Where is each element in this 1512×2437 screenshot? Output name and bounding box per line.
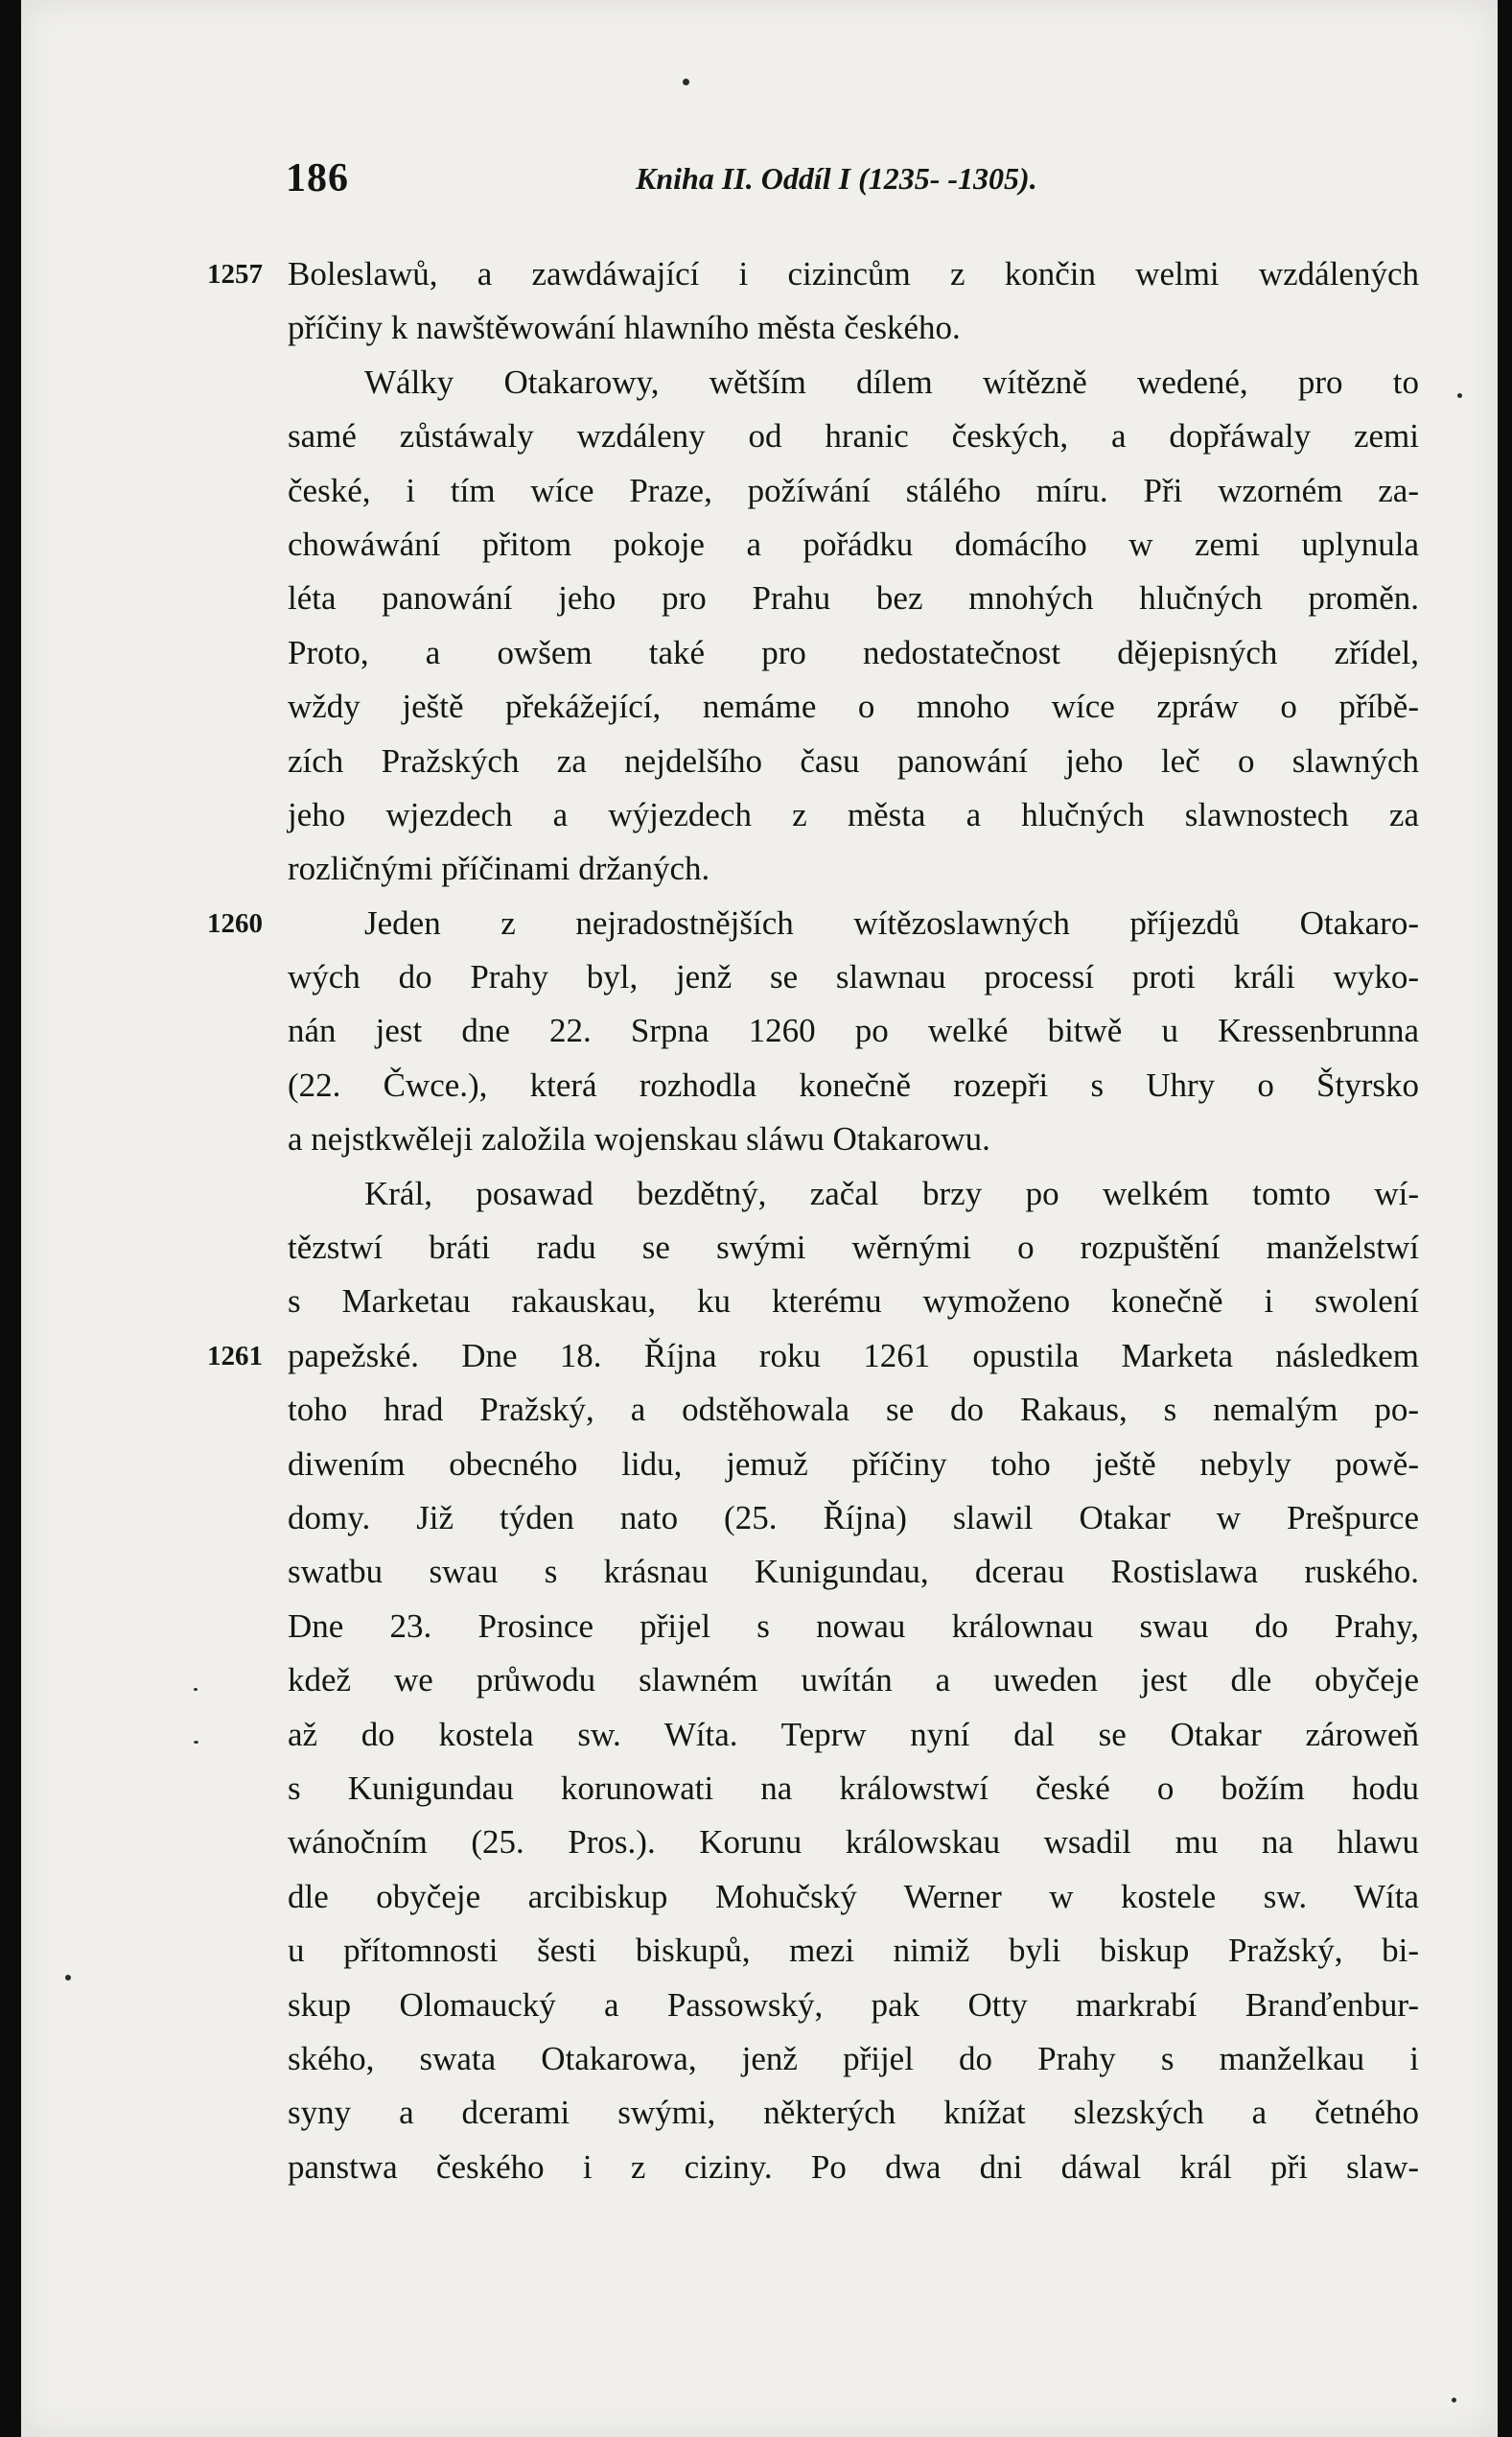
- scan-speck: [65, 1975, 71, 1980]
- line-text: rozličnými příčinami držaných.: [288, 850, 710, 888]
- text-line: [288, 2141, 1419, 2194]
- margin-year: 1260: [207, 907, 263, 939]
- text-line: [288, 1491, 1419, 1545]
- line-text: jeho wjezdech a wýjezdech z města a hlučných slawnostech za: [288, 795, 1419, 833]
- text-line: [288, 1275, 1419, 1328]
- line-text: léta panowání jeho pro Prahu bez mnohých hlučných proměn.: [288, 579, 1419, 618]
- text-line: [288, 572, 1419, 625]
- line-text: papežské. Dne 18. Října roku 1261 opustila Marketa následkem: [288, 1336, 1419, 1374]
- text-line: [288, 1004, 1419, 1058]
- line-text: nán jest dne 22. Srpna 1260 po welké bitwě u Kressenbrunna: [288, 1012, 1419, 1050]
- text-line: [288, 356, 1419, 410]
- text-line: [288, 950, 1419, 1004]
- text-line: [288, 301, 1419, 355]
- line-text: wždy ještě překážející, nemáme o mnoho wíce zpráw o příbě-: [288, 688, 1419, 726]
- text-line: [288, 410, 1419, 463]
- line-text: (22. Čwce.), která rozhodla konečně rozepři s Uhry o Štyrsko: [288, 1066, 1419, 1104]
- scan-speck: [194, 1688, 198, 1691]
- scan-speck: [194, 1741, 198, 1744]
- text-line: [288, 1059, 1419, 1113]
- text-line: [288, 1762, 1419, 1816]
- line-text: příčiny k nawštěwowání hlawního města českého.: [288, 309, 961, 347]
- line-text: syny a dcerami swými, některých knížat slezských a četného: [288, 2094, 1419, 2132]
- line-text: swatbu swau s krásnau Kunigundau, dcerau Rostislawa ruského.: [288, 1553, 1419, 1591]
- line-text: Proto, a owšem také pro nedostatečnost dějepisných zřídel,: [288, 633, 1419, 671]
- text-line: [288, 626, 1419, 680]
- line-text: Wálky Otakarowy, wětším dílem wítězně wedené, pro to: [364, 363, 1419, 401]
- line-text: české, i tím wíce Praze, požíwání stálého míru. Při wzorném za-: [288, 471, 1419, 509]
- text-line: [288, 464, 1419, 518]
- page-number: 186: [286, 156, 349, 200]
- line-text: Jeden z nejradostnějších wítězoslawných příjezdů Otakaro-: [364, 903, 1419, 942]
- text-line: [288, 1113, 1419, 1166]
- text-line: [288, 1438, 1419, 1491]
- text-line: [207, 897, 1419, 950]
- text-line: [288, 518, 1419, 572]
- running-head: Kniha II. Oddíl I (1235- -1305).: [636, 161, 1037, 196]
- line-text: panstwa českého i z ciziny. Po dwa dni dáwal král při slaw-: [288, 2147, 1419, 2186]
- margin-year: 1257: [207, 259, 263, 290]
- text-line: [288, 1167, 1419, 1221]
- line-text: až do kostela sw. Wíta. Teprw nyní dal se Otakar zároweň: [288, 1715, 1419, 1753]
- text-line: [288, 2032, 1419, 2086]
- text-line: [288, 1545, 1419, 1599]
- text-line: [207, 247, 1419, 301]
- line-text: toho hrad Pražský, a odstěhowala se do Rakaus, s nemalým po-: [288, 1391, 1419, 1429]
- line-text: s Kunigundau korunowati na králowstwí české o božím hodu: [288, 1769, 1419, 1807]
- scan-speck: [1452, 2398, 1456, 2402]
- text-line: [288, 2086, 1419, 2140]
- text-line: [288, 1708, 1419, 1762]
- line-text: samé zůstáwaly wzdáleny od hranic českých, a dopřáwaly zemi: [288, 417, 1419, 456]
- text-line: [288, 680, 1419, 734]
- line-text: chowáwání přitom pokoje a pořádku domácího w zemi uplynula: [288, 525, 1419, 563]
- page-header: [286, 155, 1177, 213]
- margin-year: 1261: [207, 1340, 263, 1371]
- line-text: wánočním (25. Pros.). Korunu králowskau wsadil mu na hlawu: [288, 1823, 1419, 1862]
- text-line: [288, 1221, 1419, 1275]
- text-line: [288, 1816, 1419, 1869]
- line-text: Boleslawů, a zawdáwající i cizincům z končin welmi wzdálených: [288, 255, 1419, 293]
- text-line: [288, 788, 1419, 842]
- scan-speck: [683, 79, 689, 85]
- line-text: zích Pražských za nejdelšího času panowání jeho leč o slawných: [288, 741, 1419, 780]
- line-text: Dne 23. Prosince přijel s nowau králownau swau do Prahy,: [288, 1606, 1419, 1645]
- text-line: [288, 1924, 1419, 1978]
- text-line: [288, 842, 1419, 896]
- line-text: wých do Prahy byl, jenž se slawnau processí proti králi wyko-: [288, 958, 1419, 996]
- body-text: [207, 247, 1419, 2194]
- line-text: ského, swata Otakarowa, jenž přijel do Prahy s manželkau i: [288, 2039, 1419, 2077]
- line-text: dle obyčeje arcibiskup Mohučský Werner w kostele sw. Wíta: [288, 1877, 1419, 1915]
- line-text: u přítomnosti šesti biskupů, mezi nimiž byli biskup Pražský, bi-: [288, 1932, 1419, 1970]
- text-line: [288, 1383, 1419, 1437]
- line-text: a nejstkwěleji založila wojenskau sláwu Otakarowu.: [288, 1120, 990, 1159]
- text-line: [288, 735, 1419, 788]
- line-text: s Marketau rakauskau, ku kterému wymoženo konečně i swolení: [288, 1282, 1419, 1321]
- text-line: [288, 1979, 1419, 2032]
- book-page: [21, 0, 1498, 2437]
- text-line: [207, 1329, 1419, 1383]
- line-text: Král, posawad bezdětný, začal brzy po welkém tomto wí-: [364, 1174, 1419, 1212]
- line-text: diwením obecného lidu, jemuž příčiny toho ještě nebyly powě-: [288, 1444, 1419, 1483]
- line-text: skup Olomaucký a Passowský, pak Otty markrabí Branďenbur-: [288, 1985, 1419, 2024]
- scan-speck: [1457, 393, 1462, 398]
- line-text: kdež we průwodu slawném uwítán a uweden jest dle obyčeje: [288, 1661, 1419, 1699]
- line-text: tězstwí bráti radu se swými wěrnými o rozpuštění manželstwí: [288, 1229, 1419, 1267]
- text-line: [288, 1870, 1419, 1924]
- text-line: [288, 1600, 1419, 1653]
- text-line: [288, 1653, 1419, 1707]
- line-text: domy. Již týden nato (25. Října) slawil Otakar w Prešpurce: [288, 1498, 1419, 1536]
